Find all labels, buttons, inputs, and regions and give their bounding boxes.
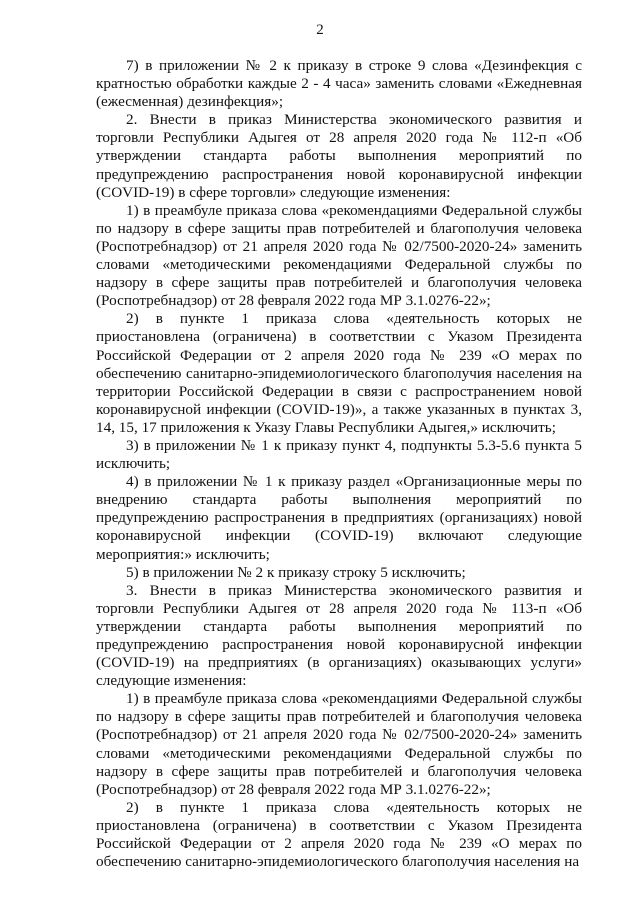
paragraph-item-1: 1) в преамбуле приказа слова «рекомендациями Федеральной службы по надзору в сфере защиты прав потребителей и благополучия человека (Роспотребнадзор) от 21 апреля 2020 года № 02/7500-2020-24» заменить словами «методическими рекомендациями Федеральной службы по надзору в сфере защиты прав потребителей и благополучия человека (Роспотребнадзор) от 28 февраля 2022 года МР 3.1.0276-22»;	[96, 690, 582, 798]
paragraph-item-2: 2) в пункте 1 приказа слова «деятельность которых не приостановлена (ограничена) в соответствии с Указом Президента Российской Федерации от 2 апреля 2020 года № 239 «О мерах по обеспечению санитарно-эпидемиологического благополучия населения на территории Российской Федерации в связи с распространением новой коронавирусной инфекции (COVID-19)», а также указанных в пунктах 3, 14, 15, 17 приложения к Указу Главы Республики Адыгея,» исключить;	[96, 310, 582, 436]
paragraph-item-2: 2) в пункте 1 приказа слова «деятельность которых не приостановлена (ограничена) в соответствии с Указом Президента Российской Федерации от 2 апреля 2020 года № 239 «О мерах по обеспечению санитарно-эпидемиологического благополучия населения на	[96, 798, 582, 871]
paragraph-section-2: 2. Внести в приказ Министерства экономического развития и торговли Республики Адыгея от 28 апреля 2020 года № 112-п «Об утверждении стандарта работы выполнения мероприятий по предупреждению распространения новой коронавирусной инфекции (COVID-19) в сфере торговли» следующие изменения:	[96, 111, 582, 201]
document-body	[96, 57, 582, 871]
paragraph-item-1: 1) в преамбуле приказа слова «рекомендациями Федеральной службы по надзору в сфере защиты прав потребителей и благополучия человека (Роспотребнадзор) от 21 апреля 2020 года № 02/7500-2020-24» заменить словами «методическими рекомендациями Федеральной службы по надзору в сфере защиты прав потребителей и благополучия человека (Роспотребнадзор) от 28 февраля 2022 года МР 3.1.0276-22»;	[96, 201, 582, 310]
paragraph-item-5: 5) в приложении № 2 к приказу строку 5 исключить;	[126, 563, 466, 581]
paragraph-item-7: 7) в приложении № 2 к приказу в строке 9 слова «Дезинфекция с кратностью обработки каждые 2 - 4 часа» заменить словами «Ежедневная (ежесменная) дезинфекция»;	[96, 57, 582, 111]
paragraph-item-4: 4) в приложении № 1 к приказу раздел «Организационные меры по внедрению стандарта работы выполнения мероприятий по предупреждению распространения в предприятиях (организациях) новой коронавирусной инфекции (COVID-19) включают следующие мероприятия:» исключить;	[96, 473, 582, 563]
page-number: 2	[316, 22, 324, 38]
paragraph-item-3: 3) в приложении № 1 к приказу пункт 4, подпункты 5.3-5.6 пункта 5 исключить;	[96, 436, 582, 473]
paragraph-section-3: 3. Внести в приказ Министерства экономического развития и торговли Республики Адыгея от 28 апреля 2020 года № 113-п «Об утверждении стандарта работы выполнения мероприятий по предупреждению распространения новой коронавирусной инфекции (COVID-19) на предприятиях (в организациях) оказывающих услуги» следующие изменения:	[96, 581, 582, 690]
